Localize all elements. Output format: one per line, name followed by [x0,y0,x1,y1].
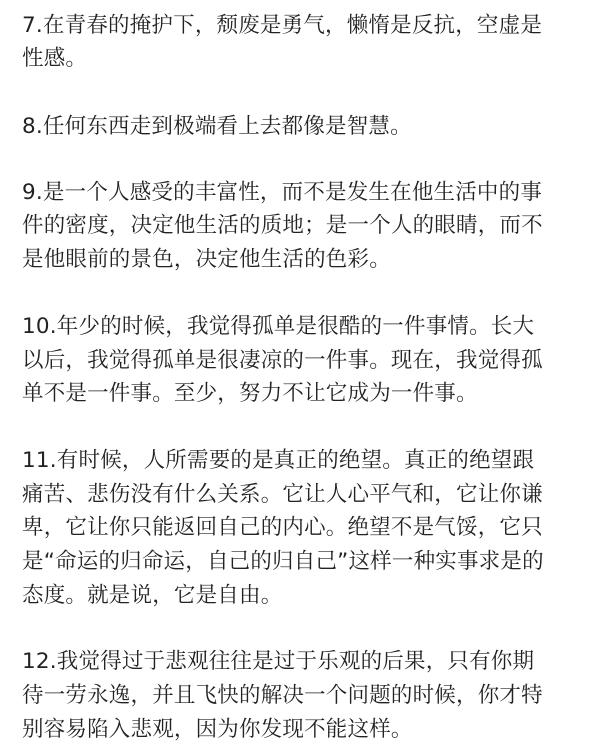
text-line: 卑，它让你只能返回自己的内心。绝望不是气馁，它只 [22,515,543,540]
text-line: 以后，我觉得孤单是很凄凉的一件事。现在，我觉得孤 [22,348,543,373]
text-line: 9.是一个人感受的丰富性，而不是发生在他生活中的事 [22,180,543,205]
text-line: 性感。 [22,46,88,71]
text-line: 待一劳永逸，并且飞快的解决一个问题的时候，你才特 [22,683,543,708]
text-line: 10.年少的时候，我觉得孤单是很酷的一件事情。长大 [22,314,535,339]
text-line: 8.任何东西走到极端看上去都像是智慧。 [22,114,412,139]
text-line: 7.在青春的掩护下，颓废是勇气，懒惰是反抗，空虚是 [22,13,543,38]
text-line: 单不是一件事。至少，努力不让它成为一件事。 [22,381,478,406]
text-line: 是他眼前的景色，决定他生活的色彩。 [22,247,391,272]
text-line: 痛苦、悲伤没有什么关系。它让人心平气和，它让你谦 [22,482,543,507]
text-line: 别容易陷入悲观，因为你发现不能这样。 [22,717,413,742]
text-line: 是“命运的归命运，自己的归自己”这样一种实事求是的 [22,549,544,574]
text-line: 12.我觉得过于悲观往往是过于乐观的后果，只有你期 [22,649,535,674]
text-line: 件的密度，决定他生活的质地；是一个人的眼睛，而不 [22,213,543,238]
text-line: 11.有时候，人所需要的是真正的绝望。真正的绝望跟 [22,448,535,473]
text-line: 态度。就是说，它是自由。 [22,583,283,608]
